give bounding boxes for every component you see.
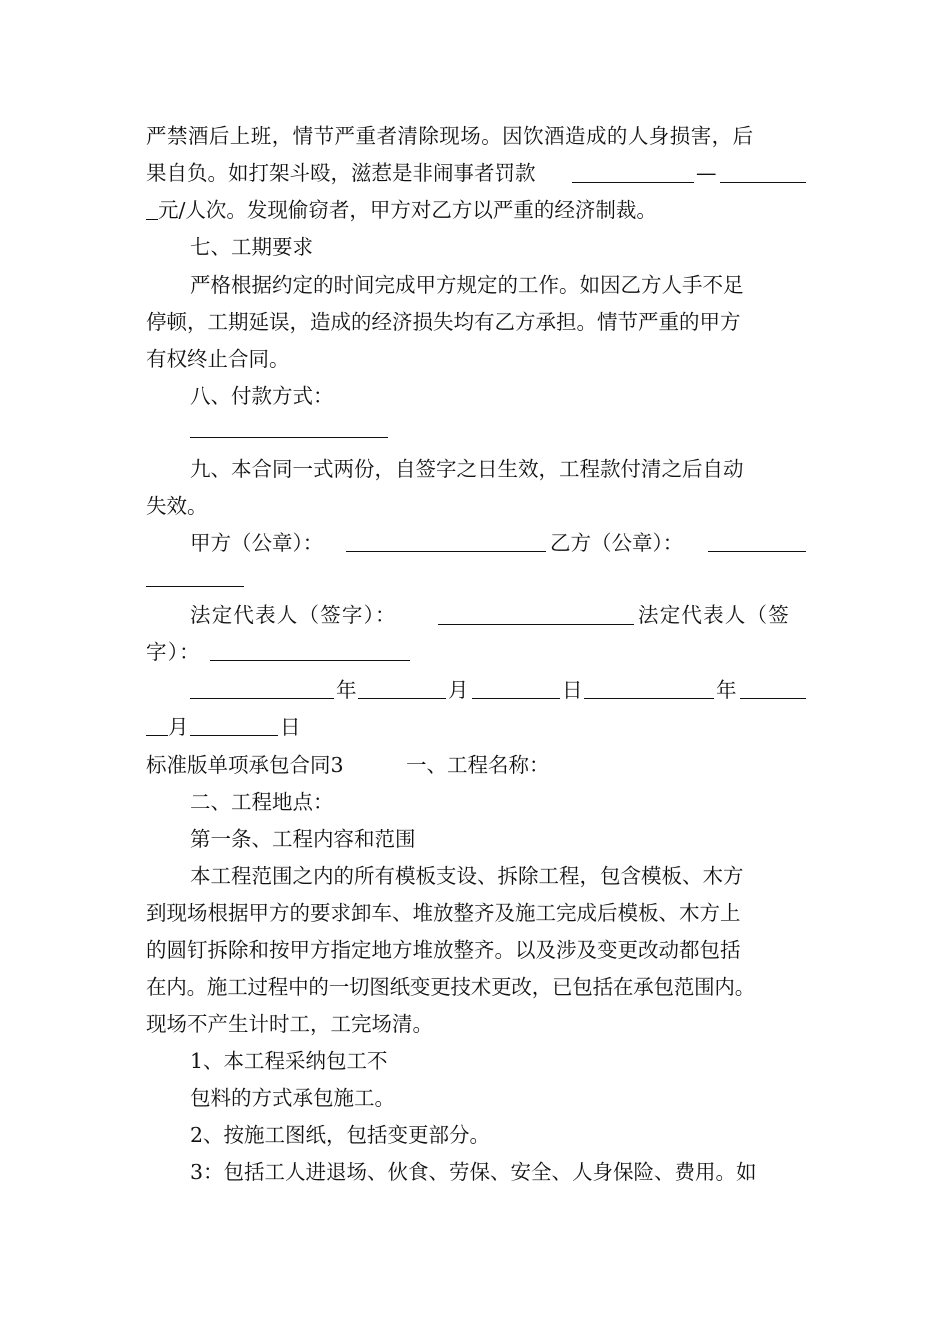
section-heading: 七、工期要求: [190, 235, 313, 259]
payment-method-blank[interactable]: [190, 437, 388, 438]
text-line: 停顿，工期延误，造成的经济损失均有乙方承担。情节严重的甲方: [146, 310, 741, 334]
dash-separator: —: [696, 161, 717, 185]
text-line: 本工程范围之内的所有模板支设、拆除工程，包含模板、木方: [190, 864, 744, 888]
text-line: 元/人次。发现偷窃者，甲方对乙方以严重的经济制裁。: [158, 198, 657, 222]
article-heading: 第一条、工程内容和范围: [190, 827, 416, 851]
fine-amount-blank-3[interactable]: [146, 219, 158, 220]
text-line: 九、本合同一式两份，自签字之日生效，工程款付清之后自动: [190, 457, 744, 481]
fine-amount-blank-2[interactable]: [720, 182, 806, 183]
date-b-month-blank-2[interactable]: [146, 735, 168, 736]
date-a-year-blank[interactable]: [190, 698, 334, 699]
date-a-month-blank[interactable]: [358, 698, 446, 699]
date-b-month-blank-1[interactable]: [740, 698, 806, 699]
date-year-label: 年: [716, 678, 737, 702]
party-a-seal-label: 甲方（公章）：: [190, 531, 324, 555]
date-day-label: 日: [562, 678, 583, 702]
section-heading: 八、付款方式：: [190, 384, 334, 408]
party-b-rep-blank[interactable]: [210, 660, 410, 661]
party-b-rep-label: 法定代表人（签: [638, 603, 790, 627]
list-item: 1、本工程采纳包工不: [190, 1049, 388, 1073]
date-day-label: 日: [280, 715, 301, 739]
party-b-seal-label: 乙方（公章）：: [550, 531, 684, 555]
text-line: 有权终止合同。: [146, 347, 290, 371]
text-line: 到现场根据甲方的要求卸车、堆放整齐及施工完成后模板、木方上: [146, 901, 741, 925]
date-a-day-blank[interactable]: [472, 698, 560, 699]
text-line: 在内。施工过程中的一切图纸变更技术更改，已包括在承包范围内。: [146, 975, 755, 999]
party-b-rep-label-cont: 字）：: [146, 640, 201, 664]
list-item: 3：包括工人进退场、伙食、劳保、安全、人身保险、费用。如: [190, 1160, 757, 1184]
date-b-year-blank[interactable]: [584, 698, 714, 699]
date-month-label: 月: [168, 715, 189, 739]
section-heading: 二、工程地点：: [190, 790, 334, 814]
list-item: 包料的方式承包施工。: [190, 1086, 395, 1110]
text-line: 失效。: [146, 494, 208, 518]
text-line: 严格根据约定的时间完成甲方规定的工作。如因乙方人手不足: [190, 273, 744, 297]
date-month-label: 月: [448, 678, 469, 702]
text-line: 的圆钉拆除和按甲方指定地方堆放整齐。以及涉及变更改动都包括: [146, 938, 741, 962]
party-a-seal-blank[interactable]: [346, 551, 546, 552]
section-heading: 一、工程名称：: [406, 753, 550, 777]
party-a-rep-blank[interactable]: [438, 624, 634, 625]
party-a-rep-label: 法定代表人（签字）：: [190, 603, 397, 627]
date-year-label: 年: [336, 678, 357, 702]
text-line: 严禁酒后上班，情节严重者清除现场。因饮酒造成的人身损害，后: [146, 124, 754, 148]
list-item: 2、按施工图纸，包括变更部分。: [190, 1123, 491, 1147]
date-b-day-blank[interactable]: [190, 735, 278, 736]
fine-amount-blank-1[interactable]: [572, 182, 694, 183]
text-line: 现场不产生计时工，工完场清。: [146, 1012, 433, 1036]
text-line: 果自负。如打架斗殴，滋惹是非闹事者罚款: [146, 161, 536, 185]
party-b-seal-blank-1[interactable]: [708, 551, 806, 552]
party-b-seal-blank-2[interactable]: [146, 586, 244, 587]
contract-title: 标准版单项承包合同3: [146, 753, 344, 777]
